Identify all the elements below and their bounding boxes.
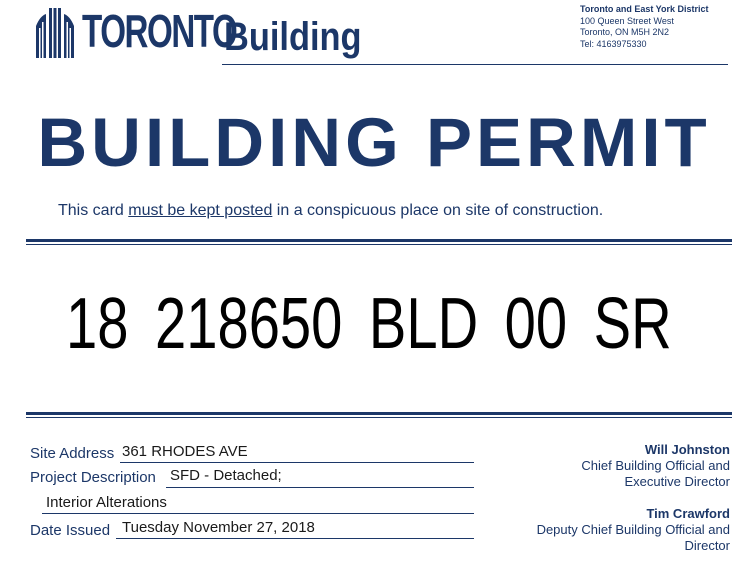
- posting-notice: [58, 202, 603, 220]
- signatory-title-line1: Deputy Chief Building Official and: [536, 522, 730, 537]
- site-address-label: Site Address: [30, 445, 115, 462]
- signatory-title-line2: Director: [684, 538, 730, 553]
- date-issued-label: Date Issued: [30, 522, 111, 539]
- district-phone: Tel: 4163975330: [580, 38, 647, 49]
- divider-lower-thin: [26, 417, 732, 418]
- district-contact-block: [580, 4, 709, 50]
- signatory-deputy: [490, 506, 730, 554]
- divider-lower-thick: [26, 412, 732, 415]
- logo-building-text: Building: [224, 15, 362, 59]
- district-address-line2: Toronto, ON M5H 2N2: [580, 27, 670, 37]
- signatory-name: Will Johnston: [644, 442, 730, 457]
- district-name: Toronto and East York District: [580, 4, 709, 14]
- project-description-value-line2: Interior Alterations: [46, 494, 167, 511]
- signatory-chief: [510, 442, 730, 490]
- header-divider: [222, 64, 728, 65]
- toronto-city-hall-icon: [34, 6, 76, 60]
- notice-emphasis: must be kept posted: [128, 202, 273, 219]
- signatory-name: Tim Crawford: [646, 506, 730, 521]
- site-address-underline: [120, 462, 474, 463]
- project-description-label: Project Description: [30, 469, 156, 486]
- divider-upper-thin: [26, 244, 732, 245]
- signatory-title-line1: Chief Building Official and: [581, 458, 730, 473]
- site-address-value: 361 RHODES AVE: [122, 443, 248, 460]
- notice-text-before: This card: [58, 202, 129, 219]
- project-description-line2-underline: [42, 513, 474, 514]
- logo-toronto-text: TORONTO: [82, 5, 237, 57]
- date-issued-value: Tuesday November 27, 2018: [122, 519, 315, 536]
- project-description-value: SFD - Detached;: [170, 467, 282, 484]
- date-issued-underline: [116, 538, 474, 539]
- notice-text-after: in a conspicuous place on site of construction.: [272, 202, 604, 219]
- page-title: BUILDING PERMIT: [37, 104, 711, 181]
- signatory-title-line2: Executive Director: [624, 474, 730, 489]
- divider-upper-thick: [26, 239, 732, 242]
- district-address-line1: 100 Queen Street West: [580, 15, 674, 26]
- permit-number: 18 218650 BLD 00 SR: [66, 284, 672, 364]
- project-description-underline: [166, 487, 474, 488]
